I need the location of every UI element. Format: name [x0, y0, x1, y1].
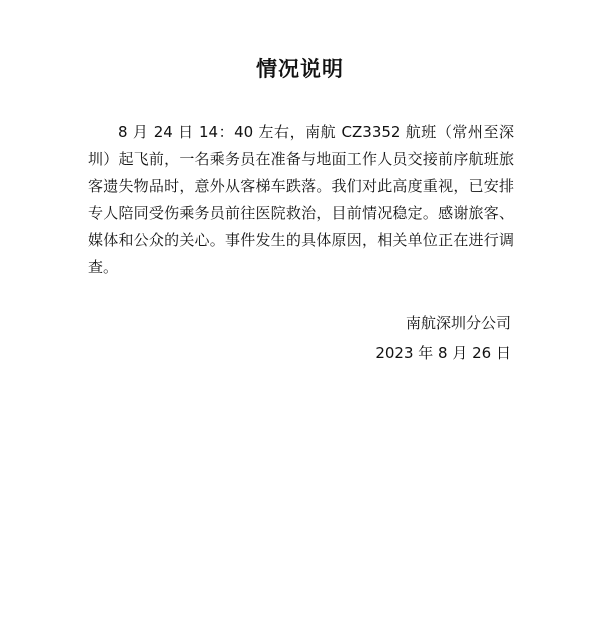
- signature-date: 2023 年 8 月 26 日: [375, 344, 511, 362]
- signature-organization: 南航深圳分公司: [405, 314, 511, 332]
- document-body: 8 月 24 日 14：40 左右，南航 CZ3352 航班（常州至深圳）起飞前，一名乘务员在准备与地面工作人员交接前序航班旅客遗失物品时，意外从客梯车跌落。我们对此高度重视，已安排专人陪同受伤乘务员前往医院救治，目前情况稳定。感谢旅客、媒体和公众的关心。事件发生的具体原因，相关单位正在进行调查。: [88, 123, 514, 276]
- document-title: 情况说明: [256, 57, 344, 81]
